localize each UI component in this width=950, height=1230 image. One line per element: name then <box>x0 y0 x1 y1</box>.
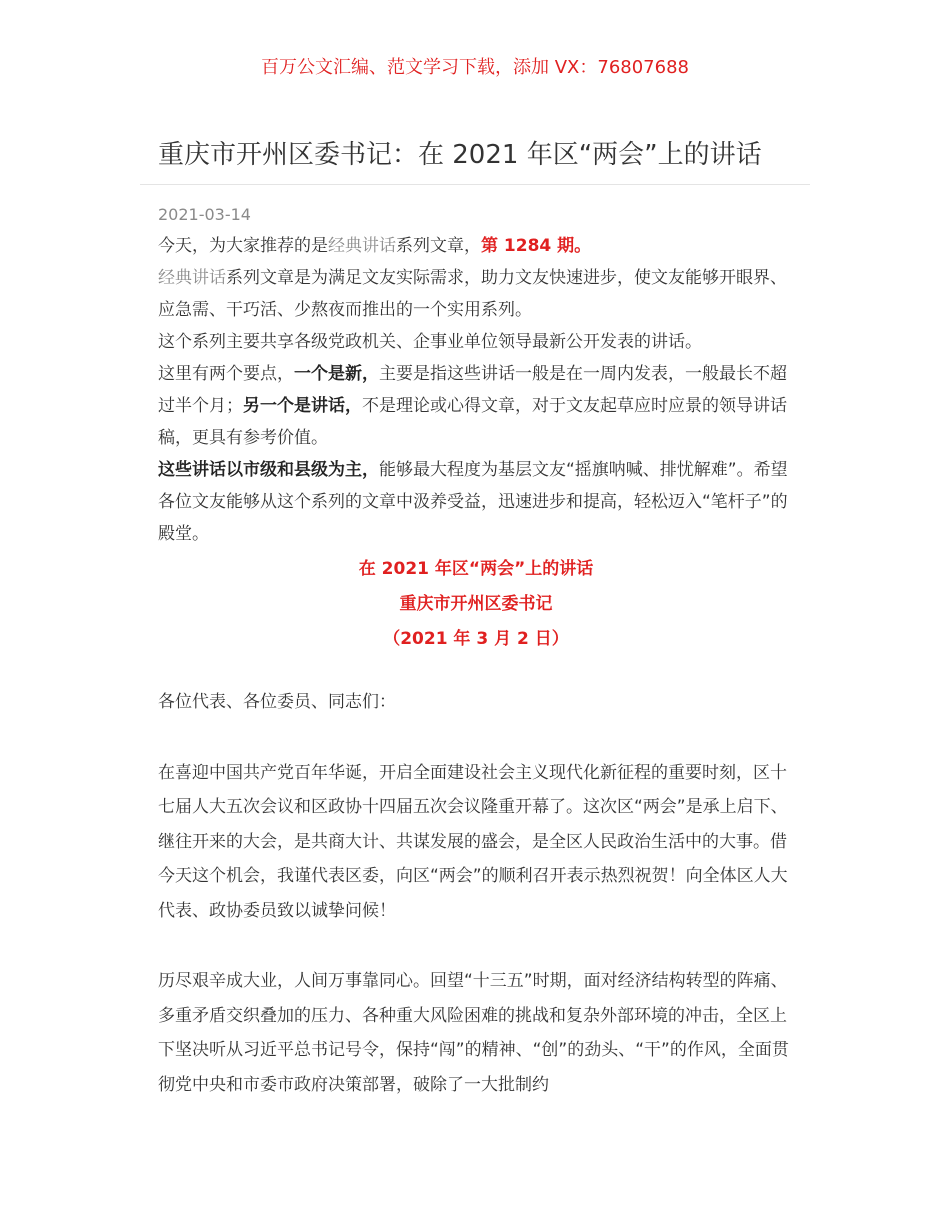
series-name: 经典讲话 <box>328 236 396 256</box>
key-point-speech: 另一个是讲话， <box>243 396 362 416</box>
intro-text: 主要是指这些讲话一般是在一周内发表，一般最长不超过半个月； <box>158 364 787 416</box>
article-body <box>158 230 794 1102</box>
speech-body <box>158 685 794 1102</box>
intro-paragraph-3: 这个系列主要共享各级党政机关、企事业单位领导最新公开发表的讲话。 <box>158 332 702 352</box>
intro-text: 今天，为大家推荐的是 <box>158 236 328 256</box>
intro-text: 能够最大程度为基层文友“摇旗呐喊、排忧解难”。希望各位文友能够从这个系列的文章中汲养受益，迅速进步和提高，轻松迈入“笔杆子”的殿堂。 <box>158 460 788 544</box>
intro-text: 这里有两个要点， <box>158 364 294 384</box>
article-title: 重庆市开州区委书记：在 2021 年区“两会”上的讲话 <box>158 140 762 170</box>
speech-salutation: 各位代表、各位委员、同志们： <box>158 692 396 712</box>
intro-paragraph-5 <box>158 454 794 550</box>
intro-paragraph-2 <box>158 262 794 326</box>
intro-paragraph-4 <box>158 358 794 454</box>
speech-date: （2021 年 3 月 2 日） <box>383 629 569 649</box>
promo-banner: 百万公文汇编、范文学习下载，添加 VX：76807688 <box>261 57 689 78</box>
intro-paragraph-1 <box>158 230 794 262</box>
title-divider <box>140 184 810 185</box>
issue-number: 第 1284 期。 <box>481 236 592 256</box>
speech-speaker: 重庆市开州区委书记 <box>399 594 553 614</box>
speech-paragraph-1: 在喜迎中国共产党百年华诞，开启全面建设社会主义现代化新征程的重要时刻，区十七届人大五次会议和区政协十四届五次会议隆重开幕了。这次区“两会”是承上启下、继往开来的大会，是共商大计、共谋发展的盛会，是全区人民政治生活中的大事。借今天这个机会，我谨代表区委，向区“两会”的顺利召开表示热烈祝贺！向全体区人大代表、政协委员致以诚挚问候！ <box>158 762 788 921</box>
speech-paragraph-2: 历尽艰辛成大业，人间万事靠同心。回望“十三五”时期，面对经济结构转型的阵痛、多重矛盾交织叠加的压力、各种重大风险困难的挑战和复杂外部环境的冲击，全区上下坚决听从习近平总书记号令，保持“闯”的精神、“创”的劲头、“干”的作风，全面贯彻党中央和市委市政府决策部署，破除了一大批制约 <box>158 971 789 1095</box>
intro-text: 系列文章， <box>396 236 481 256</box>
intro-text: 不是理论或心得文章，对于文友起草应时应景的领导讲话稿，更具有参考价值。 <box>158 396 787 448</box>
publish-date: 2021-03-14 <box>158 205 251 224</box>
focus-statement: 这些讲话以市级和县级为主， <box>158 460 379 480</box>
intro-text: 系列文章是为满足文友实际需求，助力文友快速进步，使文友能够开眼界、应急需、干巧活、少熬夜而推出的一个实用系列。 <box>158 268 787 320</box>
key-point-new: 一个是新， <box>294 364 379 384</box>
series-name: 经典讲话 <box>158 268 226 288</box>
speech-heading: 在 2021 年区“两会”上的讲话 <box>358 559 594 579</box>
